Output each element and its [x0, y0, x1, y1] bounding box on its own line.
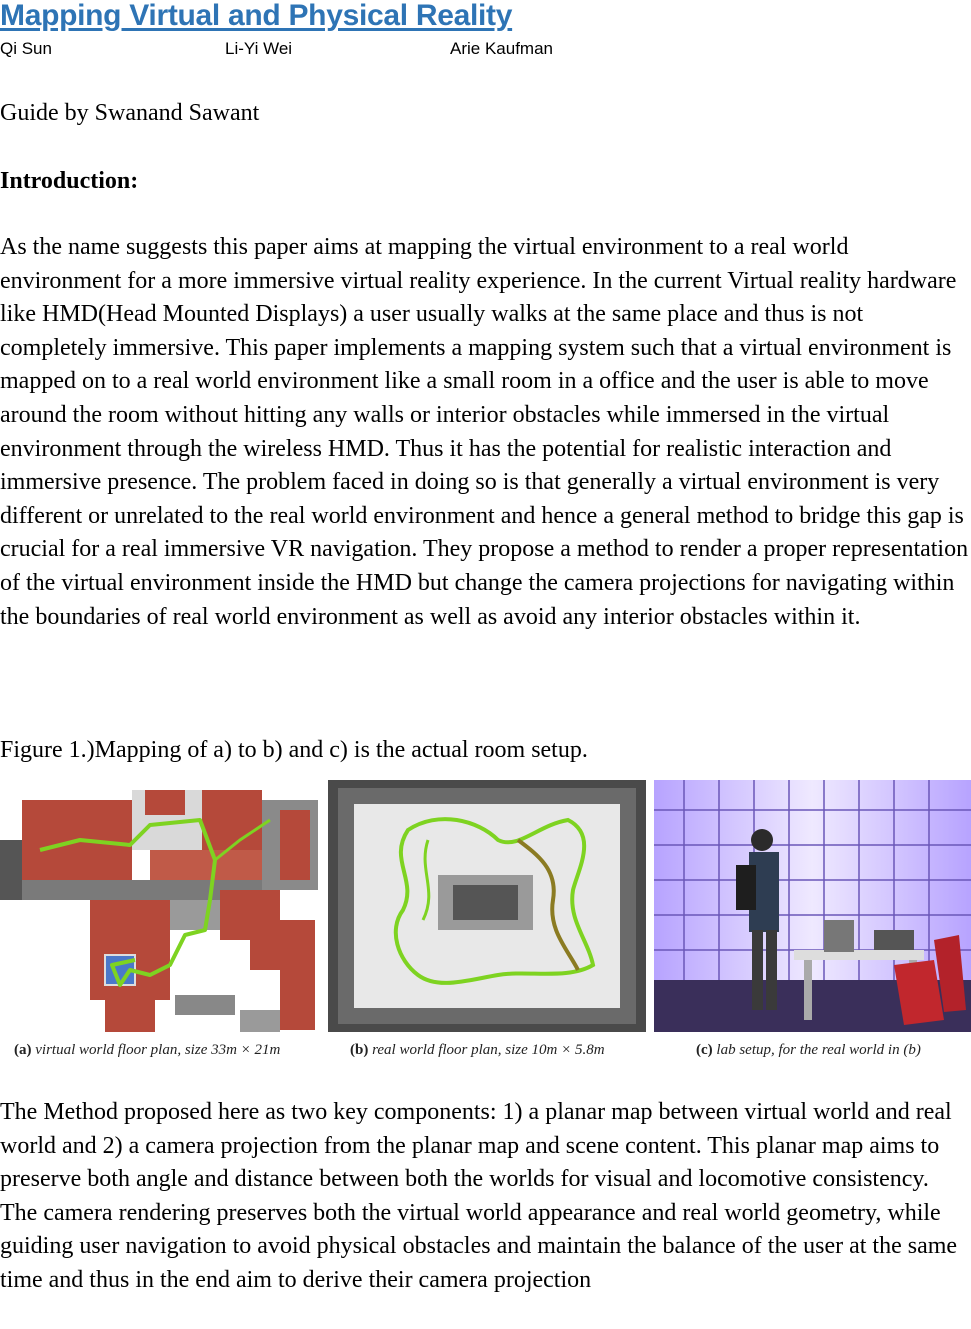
subcaption-tag: (b): [350, 1042, 369, 1058]
subcaption-a: [14, 1040, 280, 1060]
figure-caption: Figure 1.)Mapping of a) to b) and c) is the actual room setup.: [0, 737, 588, 763]
author-name: Li-Yi Wei: [225, 39, 293, 58]
method-paragraph: The Method proposed here as two key components: 1) a planar map between virtual world and real world and 2) a camera projection from the planar map and scene content. This planar map aims to preserve both angle and distance between both the worlds for visual and locomotive consistency. The camera rendering preserves both the virtual world appearance and real world geometry, while guiding user navigation to avoid physical obstacles and maintain the balance of the user at the same time and thus in the end aim to derive their camera projection: [0, 1099, 958, 1293]
real-floor-plan-image: [328, 780, 646, 1032]
author-name: Qi Sun: [0, 39, 52, 58]
subcaption-tag: (c): [696, 1042, 713, 1058]
guide-credit: Guide by Swanand Sawant: [0, 100, 260, 126]
intro-paragraph: As the name suggests this paper aims at mapping the virtual environment to a real world environment for a more immersive virtual reality experience. In the current Virtual reality hardware like HMD(Head Mounted Displays) a user usually walks at the same place and thus is not completely immersive. This paper implements a mapping system such that a virtual environment is mapped on to a real world environment like a small room in a office and the user is able to move around the room without hitting any walls or interior obstacles while immersed in the virtual environment through the wireless HMD. Thus it has the potential for realistic interaction and immersive presence. The problem faced in doing so is that generally a virtual environment is very different or unrelated to the real world environment and hence a general method to bridge this gap is crucial for a real immersive VR navigation. They propose a method to render a proper representation of the virtual environment inside the HMD but change the camera projections for navigating within the boundaries of real world environment as well as avoid any interior obstacles within it.: [0, 234, 969, 630]
section-heading: Introduction:: [0, 168, 139, 194]
page-title: Mapping Virtual and Physical Reality: [0, 0, 513, 32]
virtual-floor-plan-image: [0, 780, 318, 1032]
subcaption-text: virtual world floor plan, size 33m × 21m: [35, 1042, 281, 1058]
subcaption-text: real world floor plan, size 10m × 5.8m: [372, 1042, 605, 1058]
author-name: Arie Kaufman: [450, 39, 553, 58]
subcaption-text: lab setup, for the real world in (b): [716, 1042, 921, 1058]
lab-setup-photo: [654, 780, 971, 1032]
figure: [0, 780, 971, 1070]
subcaption-b: [350, 1040, 605, 1060]
subcaption-c: [696, 1040, 921, 1060]
subcaption-tag: (a): [14, 1042, 32, 1058]
